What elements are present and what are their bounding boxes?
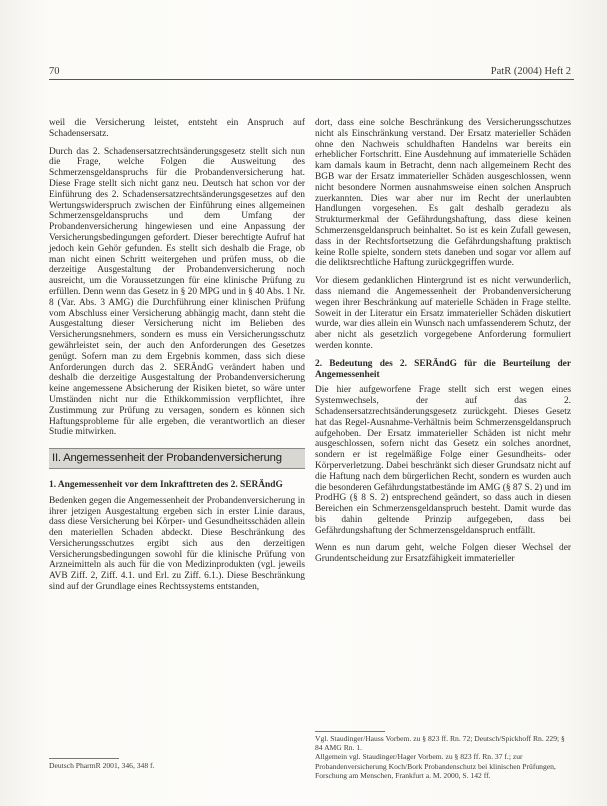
journal-reference: PatR (2004) Heft 2 — [490, 66, 571, 77]
footnote: Allgemein vgl. Staudinger/Hager Vorbem. zu § 823 ff. Rn. 37 f.; zur Probandenversicherung Koch/Bork Probandenschutz bei klinischen Prüfungen, Forschung am Menschen, Frankfurt a. M. 2000, S. 142 ff. — [315, 752, 556, 780]
right-paragraph-2: Vor diesem gedanklichen Hintergrund ist es nicht verwunderlich, dass niemand die Angemessenheit der Probandenversicherung wegen ihrer Beschränkung auf materielle Schäden in Frage stellte. Soweit in der Literatur ein Ersatz immaterieller Schäden diskutiert wurde, war dies allein ein Wunsch nach umfassenderem Schutz, der aber nicht als gesetzlich vorgegebene Anforderung formuliert werden konnte. — [315, 276, 571, 351]
footnote-rule — [315, 731, 385, 732]
left-paragraph-1: weil die Versicherung leistet, entsteht ein Anspruch auf Schadensersatz. — [49, 118, 305, 139]
left-paragraph-2: Durch das 2. Schadensersatzrechtsänderungsgesetz stellt sich nun die Frage, welche Folgen die Ausweitung des Schmerzensgeldanspruchs für die Probandenversicherung hat. Diese Frage stellt sich nicht ganz neu. Deutsch hat schon vor der Einführung des 2. Schadensersatzrechtsänderungsgesetzes auf den Wertungswiderspruch zwischen der Einführung eines allgemeinen Schmerzensgeldanspruchs und dem Umfang der Probandenversicherung hingewiesen und eine Anpassung der Versicherungsbedingungen gefordert. Dieser berechtigte Aufruf hat jedoch kein Gehör gefunden. Es stellt sich deshalb die Frage, ob man nicht einen Schritt weitergehen und prüfen muss, ob die derzeitige Ausgestaltung der Probandenversicherung noch ausreicht, um die Voraussetzungen für eine klinische Prüfung zu erfüllen. Denn wenn das Gesetz in § 20 MPG und in § 40 Abs. 1 Nr. 8 (Var. Abs. 3 AMG) die Durchführung einer klinischen Prüfung vom Abschluss einer Versicherung abhängig macht, dann steht die Ausgestaltung dieser Versicherung nicht im Belieben des Versicherungsnehmers, sondern es muss ein Versicherungsschutz gewährleistet sein, der auch den Anforderungen des Gesetzes genügt. Sofern man zu dem Ergebnis kommen, dass sich diese Anforderungen durch das 2. SERÄndG verändert haben und deshalb die derzeitige Ausgestaltung der Probandenversicherung keine angemessene Absicherung der Risiken bietet, so wäre unter Umständen nicht nur die Ethikkommission verpflichtet, ihre Zustimmung zur Prüfung zu versagen, sondern es können sich Haftungsprobleme für alle ergeben, die verantwortlich an dieser Studie mitwirken. — [49, 146, 305, 438]
right-paragraph-3: Die hier aufgeworfene Frage stellt sich erst wegen eines Systemwechsels, der auf das 2. Schadensersatzrechtsänderungsgesetz zurückgeht. Dieses Gesetz hat das Regel-Ausnahme-Verhältnis beim Schmerzensgeldanspruch aufgehoben. Der Ersatz immaterieller Schäden ist nicht mehr ausgeschlossen, sofern nicht das Gesetz ein solches anordnet, sondern er ist regelmäßige Folge einer Gesundheits- oder Körperverletzung. Dabei beschränkt sich dieser Grundsatz nicht auf die Haftung nach dem bürgerlichen Recht, sondern es wurden auch die besonderen Gefährdungstatbestände im AMG (§ 87 S. 2) und im ProdHG (§ 8 S. 2) entsprechend geändert, so dass auch in diesen Bereichen ein Schmerzensgeldanspruch besteht. Damit wurde das bis dahin geltende Prinzip aufgegeben, dass bei Gefährdungshaftung der Schmerzensgeldanspruch entfällt. — [315, 385, 571, 536]
right-paragraph-4: Wenn es nun darum geht, welche Folgen dieser Wechsel der Grundentscheidung zur Ersatzfähigkeit immaterieller — [315, 543, 571, 565]
right-footnotes — [315, 731, 571, 780]
left-footnotes — [49, 758, 305, 770]
page-number: 70 — [49, 66, 60, 77]
left-subheading: 1. Angemessenheit vor dem Inkrafttreten des 2. SERÄndG — [49, 479, 283, 490]
footnote-rule — [49, 758, 119, 759]
header-rule — [49, 79, 574, 80]
right-paragraph-1: dort, dass eine solche Beschränkung des Versicherungsschutzes nicht als Einschränkung verstand. Der Ersatz materieller Schäden ohne den Nachweis schuldhaften Handelns war bereits ein erheblicher Fortschritt. Eine Ausdehnung auf immaterielle Schäden kam damals kaum in Betracht, denn nach allgemeinem Recht des BGB war der Ersatz immaterieller Schäden ausgeschlossen, wenn nicht besondere Normen ausnahmsweise einen solchen Anspruch zuerkannten. Dies war aber nur im Recht der unerlaubten Handlungen vorgesehen. Es galt deshalb geradezu als Strukturmerkmal der Gefährdungshaftung, dass diese keinen Schmerzensgeldanspruch beinhaltet. So ist es kein Zufall gewesen, dass in der Rechtsfortsetzung die Gefährdungshaftung praktisch keine Rolle spielte, sondern stets daneben und sogar vor allem auf die deliktsrechtliche Haftung zurückgegriffen wurde. — [315, 118, 571, 269]
right-subheading: 2. Bedeutung des 2. SERÄndG für die Beurteilung der Angemessenheit — [315, 358, 571, 380]
footnote: Vgl. Staudinger/Hauss Vorbem. zu § 823 ff. Rn. 72; Deutsch/Spickhoff Rn. 229; § 84 AMG Rn. 1. — [315, 734, 565, 753]
section-heading-banner: II. Angemessenheit der Probandenversicherung — [49, 448, 305, 469]
right-column — [315, 118, 571, 572]
left-column — [49, 118, 305, 600]
left-paragraph-3: Bedenken gegen die Angemessenheit der Probandenversicherung in ihrer jetzigen Ausgestaltung ergeben sich in erster Linie daraus, dass diese Versicherung bei Körper- und Gesundheitsschäden allein den materiellen Schaden abdeckt. Diese Beschränkung des Versicherungsschutzes ergibt sich aus den derzeitigen Versicherungsbedingungen sowohl für die klinische Prüfung von Arzneimitteln als auch für die von Medizinprodukten (vgl. jeweils AVB Ziff. 2, Ziff. 4.1. und Erl. zu Ziff. 6.1.). Diese Beschränkung sind auf der Grundlage eines Rechtssystems entstanden, — [49, 495, 305, 593]
footnote: Deutsch PharmR 2001, 346, 348 f. — [49, 761, 155, 770]
